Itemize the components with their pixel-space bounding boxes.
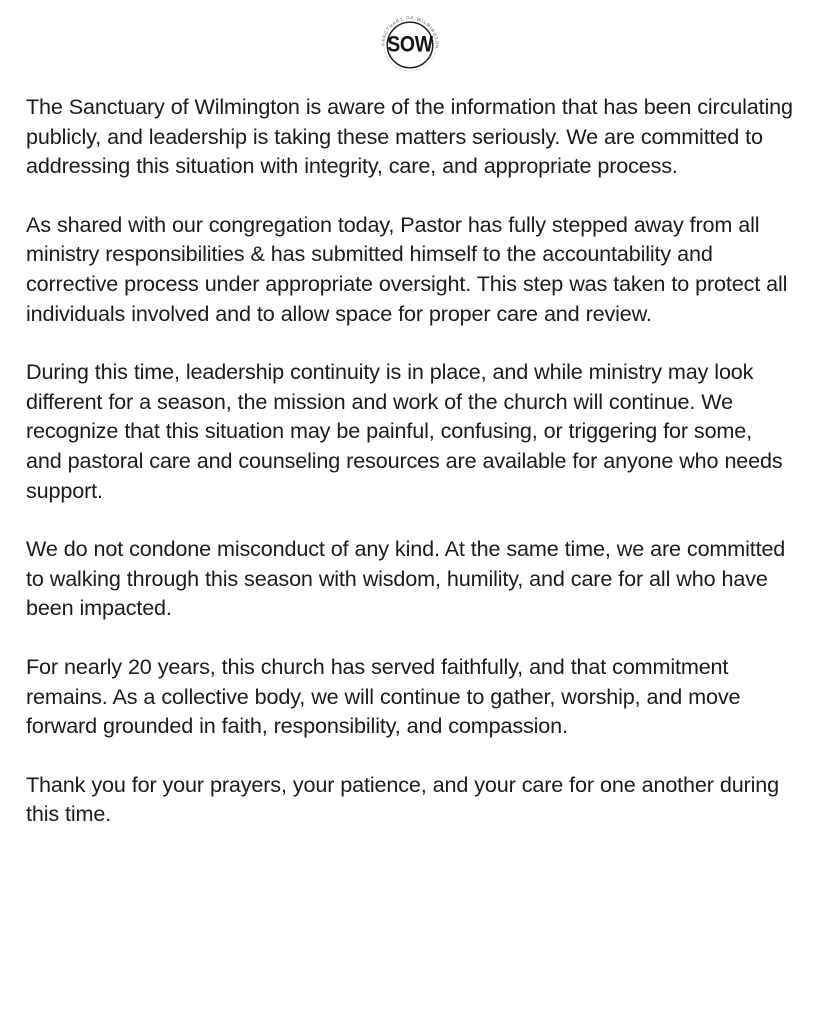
statement-paragraph-3: During this time, leadership continuity is in place, and while ministry may look different for a season, the mission and work of the church will continue. We recognize that this situation may be painful, confusing, or triggering for some, and pastoral care and counseling resources are available for anyone who needs support. — [26, 359, 783, 503]
svg-text:SOW: SOW — [386, 32, 433, 57]
sow-seal-logo — [376, 11, 444, 79]
statement-paragraph-1: The Sanctuary of Wilmington is aware of the information that has been circulating publicly, and leadership is taking these matters seriously. We are committed to addressing this situation with integrity, care, and appropriate process. — [26, 94, 793, 179]
statement-paragraph-6: Thank you for your prayers, your patience, and your care for one another during this time. — [26, 771, 779, 827]
statement-paragraph-4: We do not condone misconduct of any kind. At the same time, we are committed to walking through this season with wisdom, humility, and care for all who have been impacted. — [26, 536, 786, 621]
statement-text-body — [0, 92, 819, 1024]
statement-paragraph-5: For nearly 20 years, this church has served faithfully, and that commitment remains. As a collective body, we will continue to gather, worship, and move forward grounded in faith, responsibility, and compassion. — [26, 653, 741, 739]
svg-text:SANCTUARY OF WILMINGTON: SANCTUARY OF WILMINGTON — [379, 15, 440, 50]
logo-header — [0, 0, 819, 92]
statement-paragraph-2: As shared with our congregation today, Pastor has fully stepped away from all ministry responsibilities & has submitted himself to the accountability and corrective process under appropriate oversight. This step was taken to protect all individuals involved and to allow space for proper care and review. — [26, 211, 788, 326]
